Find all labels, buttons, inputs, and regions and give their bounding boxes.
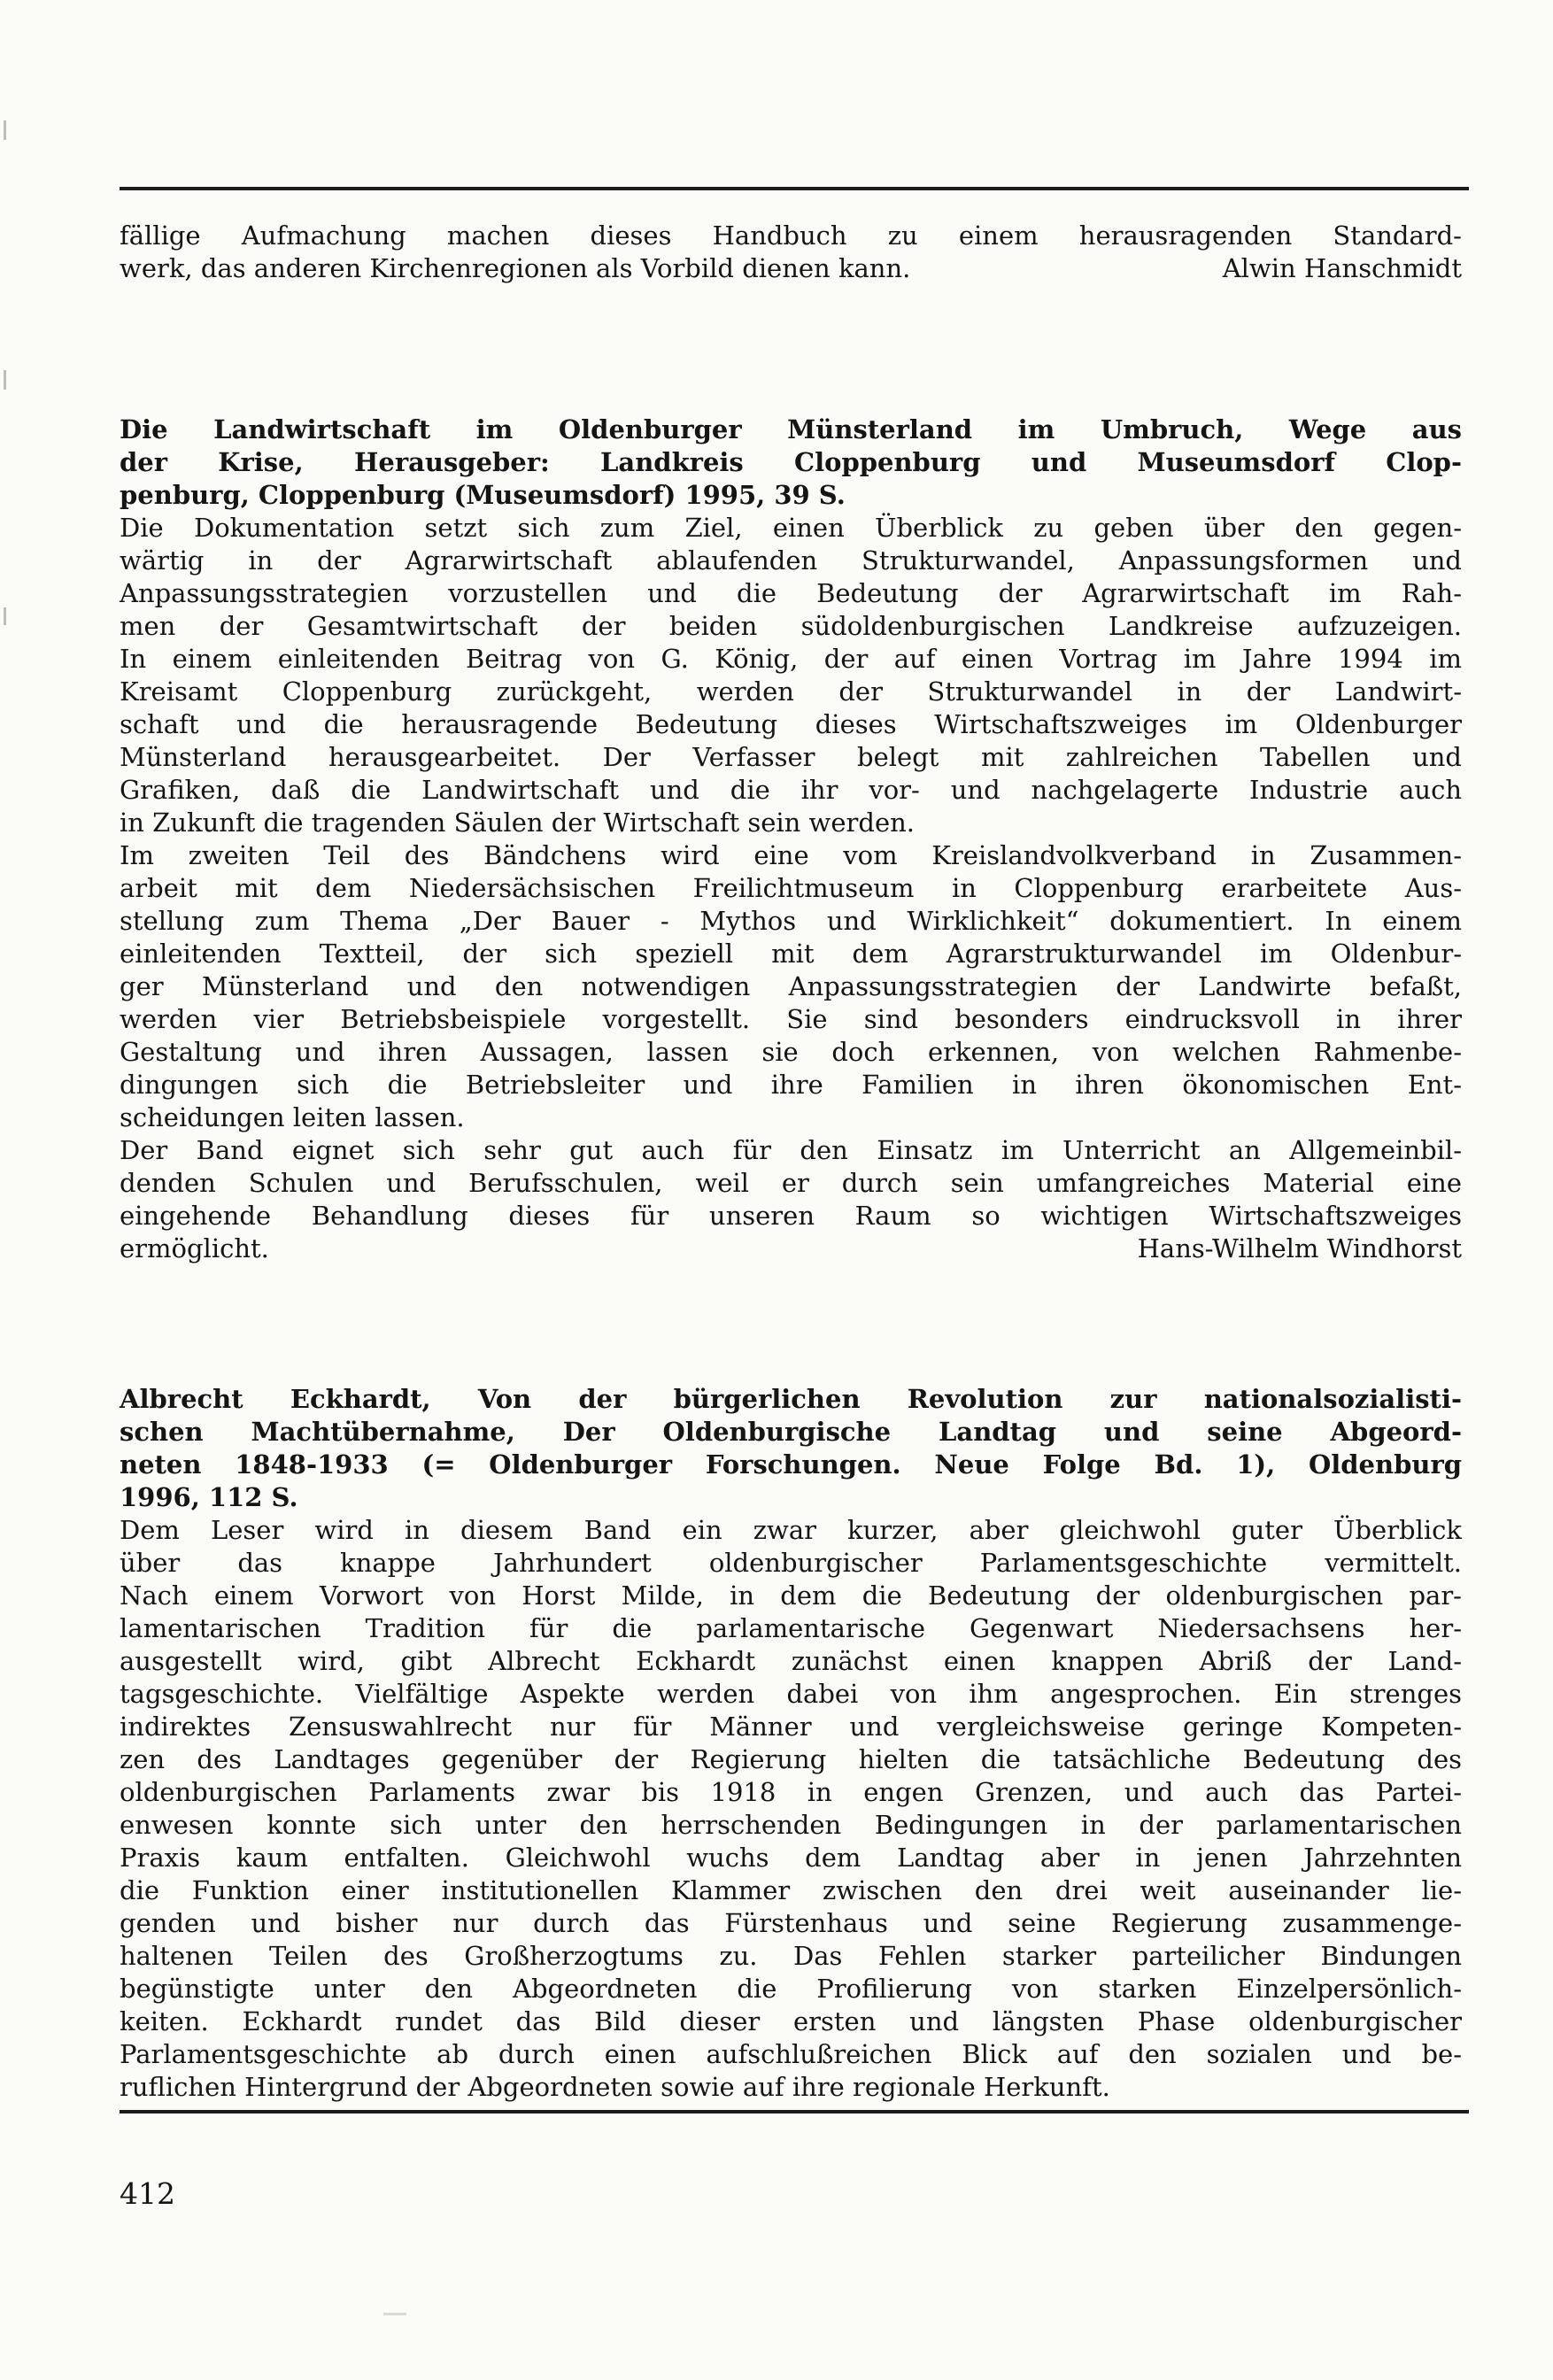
scan-artifact (383, 2313, 406, 2315)
text-line: werk, das anderen Kirchenregionen als Vorbild dienen kann. (120, 253, 911, 283)
scan-artifact (4, 607, 6, 625)
text-line: ruflichen Hintergrund der Abgeordneten sowie auf ihre regionale Herkunft. (120, 2072, 1110, 2102)
heading-line: Die Landwirtschaft im Oldenburger Münsterland im Umbruch, Wege aus (120, 414, 1462, 444)
review-heading (120, 413, 1462, 512)
text-line: schaft und die herausragende Bedeutung dieses Wirtschaftszweiges im Oldenburger (120, 709, 1462, 739)
review-entry-landwirtschaft (120, 413, 1462, 1265)
text-line: in Zukunft die tragenden Säulen der Wirtschaft sein werden. (120, 808, 916, 838)
text-line: Die Dokumentation setzt sich zum Ziel, einen Überblick zu geben über den gegen- (120, 513, 1462, 543)
text-line: eingehende Behandlung dieses für unseren Raum so wichtigen Wirtschaftszweiges (120, 1201, 1462, 1231)
review-body (120, 1514, 1462, 2104)
paragraph-end-with-signature (120, 252, 1462, 285)
text-line: begünstigte unter den Abgeordneten die Profilierung von starken Einzelpersönlich- (120, 1974, 1462, 2004)
text-line: Nach einem Vorwort von Horst Milde, in dem die Bedeutung der oldenburgischen par- (120, 1580, 1462, 1611)
heading-line: 1996, 112 S. (120, 1482, 298, 1512)
text-line: Der Band eignet sich sehr gut auch für den Einsatz im Unterricht an Allgemeinbil- (120, 1135, 1462, 1165)
text-line: ger Münsterland und den notwendigen Anpassungsstrategien der Landwirte befaßt, (120, 971, 1462, 1001)
text-line: die Funktion einer institutionellen Klammer zwischen den drei weit auseinander lie- (120, 1875, 1462, 1905)
text-line: Dem Leser wird in diesem Band ein zwar kurzer, aber gleichwohl guter Überblick (120, 1515, 1462, 1545)
continuation-paragraph (120, 220, 1462, 285)
review-entry-eckhardt (120, 1383, 1462, 2104)
text-line: einleitenden Textteil, der sich speziell mit dem Agrarstrukturwandel im Oldenbur- (120, 939, 1462, 969)
text-line: Grafiken, daß die Landwirtschaft und die ihr vor- und nachgelagerte Industrie auch (120, 775, 1462, 805)
heading-line: schen Machtübernahme, Der Oldenburgische Landtag und seine Abgeord- (120, 1417, 1462, 1447)
text-line: Gestaltung und ihren Aussagen, lassen sie doch erkennen, von welchen Rahmenbe- (120, 1037, 1462, 1067)
text-line: oldenburgischen Parlaments zwar bis 1918 in engen Grenzen, und auch das Partei- (120, 1777, 1462, 1807)
text-line: haltenen Teilen des Großherzogtums zu. Das Fehlen starker parteilicher Bindungen (120, 1941, 1462, 1971)
text-line: arbeit mit dem Niedersächsischen Freilichtmuseum in Cloppenburg erarbeitete Aus- (120, 873, 1462, 903)
text-line: Kreisamt Cloppenburg zurückgeht, werden der Strukturwandel in der Landwirt- (120, 676, 1462, 707)
text-line: ausgestellt wird, gibt Albrecht Eckhardt zunächst einen knappen Abriß der Land- (120, 1646, 1462, 1676)
text-line: Praxis kaum entfalten. Gleichwohl wuchs dem Landtag aber in jenen Jahrzehnten (120, 1843, 1462, 1873)
page-number: 412 (120, 2176, 175, 2211)
footer-divider-rule (120, 2110, 1469, 2113)
heading-line: der Krise, Herausgeber: Landkreis Cloppenburg und Museumsdorf Clop- (120, 447, 1462, 477)
text-line: Münsterland herausgearbeitet. Der Verfasser belegt mit zahlreichen Tabellen und (120, 742, 1462, 772)
text-line: ermöglicht. (120, 1233, 269, 1263)
review-body (120, 512, 1462, 1265)
reviewer-signature: Alwin Hanschmidt (1222, 253, 1462, 283)
text-line: Parlamentsgeschichte ab durch einen aufschlußreichen Blick auf den sozialen und be- (120, 2039, 1462, 2069)
text-line: zen des Landtages gegenüber der Regierung hielten die tatsächliche Bedeutung des (120, 1744, 1462, 1774)
text-line: In einem einleitenden Beitrag von G. König, der auf einen Vortrag im Jahre 1994 im (120, 644, 1462, 674)
scan-artifact (4, 370, 6, 390)
text-line: scheidungen leiten lassen. (120, 1102, 465, 1132)
text-line: wärtig in der Agrarwirtschaft ablaufenden Strukturwandel, Anpassungsformen und (120, 545, 1462, 576)
text-line: dingungen sich die Betriebsleiter und ihre Familien in ihren ökonomischen Ent- (120, 1070, 1462, 1100)
text-line: indirektes Zensuswahlrecht nur für Männer und vergleichsweise geringe Kompeten- (120, 1712, 1462, 1742)
text-line: Im zweiten Teil des Bändchens wird eine vom Kreislandvolkverband in Zusammen- (120, 840, 1462, 870)
text-line: men der Gesamtwirtschaft der beiden südoldenburgischen Landkreise aufzuzeigen. (120, 611, 1462, 641)
header-divider-rule (120, 187, 1469, 190)
text-line: tagsgeschichte. Vielfältige Aspekte werden dabei von ihm angesprochen. Ein strenges (120, 1679, 1462, 1709)
text-line: werden vier Betriebsbeispiele vorgestellt. Sie sind besonders eindrucksvoll in ihrer (120, 1004, 1462, 1034)
paragraph-end-with-signature (120, 1232, 1462, 1265)
reviewer-signature: Hans-Wilhelm Windhorst (1137, 1233, 1462, 1263)
text-line: stellung zum Thema „Der Bauer - Mythos und Wirklichkeit“ dokumentiert. In einem (120, 906, 1462, 936)
heading-line: neten 1848-1933 (= Oldenburger Forschungen. Neue Folge Bd. 1), Oldenburg (120, 1449, 1462, 1480)
text-line: über das knappe Jahrhundert oldenburgischer Parlamentsgeschichte vermittelt. (120, 1548, 1462, 1578)
text-line: Anpassungsstrategien vorzustellen und die Bedeutung der Agrarwirtschaft im Rah- (120, 578, 1462, 608)
text-line: genden und bisher nur durch das Fürstenhaus und seine Regierung zusammenge- (120, 1908, 1462, 1938)
text-line: lamentarischen Tradition für die parlamentarische Gegenwart Niedersachsens her- (120, 1613, 1462, 1643)
heading-line: penburg, Cloppenburg (Museumsdorf) 1995, 39 S. (120, 480, 846, 510)
scan-artifact (4, 120, 6, 140)
text-line: enwesen konnte sich unter den herrschenden Bedingungen in der parlamentarischen (120, 1810, 1462, 1840)
heading-line: Albrecht Eckhardt, Von der bürgerlichen Revolution zur nationalsozialisti- (120, 1384, 1462, 1414)
text-line: fällige Aufmachung machen dieses Handbuch zu einem herausragenden Standard- (120, 220, 1462, 251)
review-heading (120, 1383, 1462, 1514)
text-line: keiten. Eckhardt rundet das Bild dieser ersten und längsten Phase oldenburgischer (120, 2006, 1462, 2036)
text-line: denden Schulen und Berufsschulen, weil er durch sein umfangreiches Material eine (120, 1168, 1462, 1198)
